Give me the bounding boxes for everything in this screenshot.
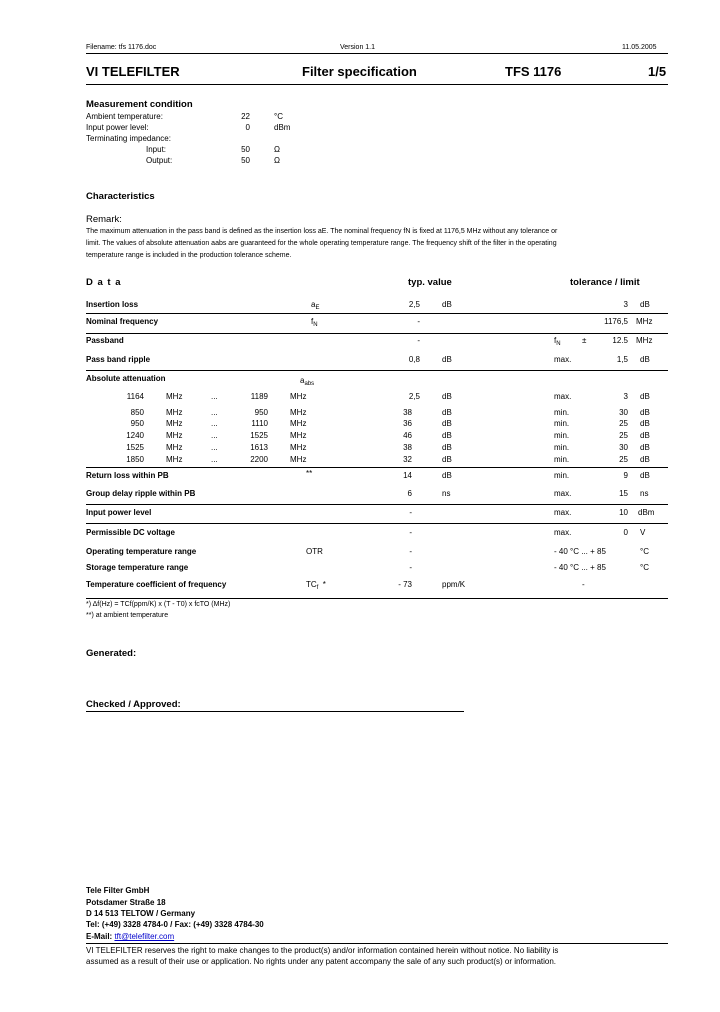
unit: MHz <box>166 408 183 417</box>
symbol: $TC_f$ * <box>306 580 326 591</box>
symbol: $f_N$ <box>554 336 561 347</box>
email-link[interactable]: tft@telefilter.com <box>114 932 175 941</box>
typ-unit: dB <box>442 419 452 428</box>
symbol: ** <box>306 469 313 478</box>
limit-unit: dB <box>640 455 650 464</box>
unit: Ω <box>274 156 280 165</box>
limit-value: 3 <box>623 300 628 309</box>
typ-value: - <box>417 336 420 345</box>
qualifier: min. <box>554 471 570 480</box>
typ-unit: dB <box>442 455 452 464</box>
limit-unit: dB <box>640 300 650 309</box>
typ-value: 38 <box>403 443 412 452</box>
freq-end: 1613 <box>250 443 268 452</box>
param-label: Input power level <box>86 508 152 517</box>
unit: MHz <box>290 392 307 401</box>
range-dots: ... <box>211 431 218 440</box>
symbol: $a_{abs}$ <box>300 376 315 387</box>
typ-value: 6 <box>407 489 412 498</box>
qualifier: max. <box>554 508 572 517</box>
limit-value: 0 <box>623 528 628 537</box>
limit-unit: dB <box>640 471 650 480</box>
range-dots: ... <box>211 443 218 452</box>
qualifier: min. <box>554 431 570 440</box>
typ-value: 2,5 <box>408 392 420 401</box>
address-line: Tel: (+49) 3328 4784-0 / Fax: (+49) 3328 4784-30 <box>86 920 264 929</box>
value: 0 <box>245 123 250 132</box>
qualifier: min. <box>554 443 570 452</box>
typ-unit: dB <box>442 392 452 401</box>
qualifier: max. <box>554 489 572 498</box>
product-code: TFS 1176 <box>505 64 562 79</box>
qualifier: min. <box>554 419 570 428</box>
value: 50 <box>241 156 250 165</box>
typ-unit: dB <box>442 443 452 452</box>
section-title: Characteristics <box>86 191 155 202</box>
typ-unit: dB <box>442 300 452 309</box>
typ-value: - <box>409 563 412 572</box>
freq-end: 950 <box>254 408 268 417</box>
freq-start: 1240 <box>126 431 144 440</box>
limit-unit: ns <box>640 489 649 498</box>
checked-label: Checked / Approved: <box>86 699 181 710</box>
freq-start: 950 <box>130 419 144 428</box>
footnote: *) Δf(Hz) = TCf(ppm/K) x (T - T0) x fcTO (MHz) <box>86 601 231 608</box>
unit: dBm <box>274 123 291 132</box>
limit-value: 1176,5 <box>604 317 628 326</box>
range-dots: ... <box>211 408 218 417</box>
unit: MHz <box>166 431 183 440</box>
remark-line: temperature range is included in the production tolerance scheme. <box>86 252 292 259</box>
unit: MHz <box>166 419 183 428</box>
value: 50 <box>241 145 250 154</box>
limit-unit: °C <box>640 547 649 556</box>
doc-title: Filter specification <box>302 64 417 79</box>
footnote: **) at ambient temperature <box>86 612 169 619</box>
col-head-data: D a t a <box>86 277 122 288</box>
unit: °C <box>274 112 283 121</box>
range-dots: ... <box>211 392 218 401</box>
limit-value: 1,5 <box>616 355 628 364</box>
version: Version 1.1 <box>340 44 376 51</box>
symbol: $f_N$ <box>311 317 318 328</box>
unit: MHz <box>290 419 307 428</box>
param-label: Pass band ripple <box>86 355 151 364</box>
freq-end: 1189 <box>250 392 268 401</box>
typ-value: 14 <box>403 471 412 480</box>
typ-value: 2,5 <box>408 300 420 309</box>
label: Terminating impedance: <box>86 134 171 143</box>
unit: MHz <box>166 443 183 452</box>
limit-unit: dB <box>640 419 650 428</box>
unit: MHz <box>290 455 307 464</box>
typ-value: - <box>409 547 412 556</box>
limit-unit: MHz <box>636 317 653 326</box>
freq-start: 1164 <box>126 392 144 401</box>
unit: Ω <box>274 145 280 154</box>
email-label: E-Mail: <box>86 932 115 941</box>
label: Ambient temperature: <box>86 112 163 121</box>
qualifier: max. <box>554 528 572 537</box>
typ-value: 38 <box>403 408 412 417</box>
range-dots: ... <box>211 419 218 428</box>
param-label: Passband <box>86 336 124 345</box>
limit-unit: dB <box>640 431 650 440</box>
typ-unit: dB <box>442 408 452 417</box>
freq-start: 850 <box>130 408 144 417</box>
limit-unit: dBm <box>638 508 655 517</box>
typ-value: - <box>409 528 412 537</box>
limit-value: 10 <box>619 508 628 517</box>
freq-start: 1850 <box>126 455 144 464</box>
temp-range: - 40 °C ... + 85 <box>554 563 606 572</box>
qualifier: min. <box>554 455 570 464</box>
plus-minus: ± <box>582 336 587 345</box>
remark-line: limit. The values of absolute attenuation aabs are guaranteed for the whole operating temperature range. The frequency shift of the filter in the operating <box>86 240 557 247</box>
param-label: Insertion loss <box>86 300 139 309</box>
limit-value: - <box>582 580 585 589</box>
limit-unit: dB <box>640 408 650 417</box>
limit-value: 25 <box>619 431 628 440</box>
qualifier: min. <box>554 408 570 417</box>
unit: MHz <box>166 392 183 401</box>
freq-start: 1525 <box>126 443 144 452</box>
value: 22 <box>241 112 250 121</box>
typ-unit: dB <box>442 355 452 364</box>
typ-value: - 73 <box>398 580 412 589</box>
typ-value: 0,8 <box>408 355 420 364</box>
typ-value: - <box>417 317 420 326</box>
freq-end: 2200 <box>250 455 268 464</box>
limit-unit: MHz <box>636 336 653 345</box>
typ-value: 36 <box>403 419 412 428</box>
param-label: Return loss within PB <box>86 471 169 480</box>
typ-value: - <box>409 508 412 517</box>
remark-line: The maximum attenuation in the pass band is defined as the insertion loss aE. The nominal frequency fN is fixed at 1176,5 MHz without any tolerance or <box>86 228 558 235</box>
limit-value: 3 <box>623 392 628 401</box>
freq-end: 1525 <box>250 431 268 440</box>
symbol: $a_E$ <box>311 300 320 311</box>
typ-unit: dB <box>442 431 452 440</box>
date: 11.05.2005 <box>622 44 657 51</box>
range-dots: ... <box>211 455 218 464</box>
filename: Filename: tfs 1176.doc <box>86 44 157 51</box>
disclaimer-line: VI TELEFILTER reserves the right to make changes to the product(s) and/or information contained herein without notice. No liability is <box>86 946 559 955</box>
typ-unit: ns <box>442 489 451 498</box>
limit-value: 30 <box>619 443 628 452</box>
col-head-limit: tolerance / limit <box>570 277 640 288</box>
limit-value: 12.5 <box>612 336 628 345</box>
limit-value: 15 <box>619 489 628 498</box>
limit-unit: dB <box>640 392 650 401</box>
temp-range: - 40 °C ... + 85 <box>554 547 606 556</box>
label: Input: <box>146 145 167 154</box>
limit-value: 9 <box>623 471 628 480</box>
section-title: Measurement condition <box>86 99 193 110</box>
param-label: Absolute attenuation <box>86 374 166 383</box>
limit-unit: °C <box>640 563 649 572</box>
limit-value: 30 <box>619 408 628 417</box>
disclaimer-line: assumed as a result of their use or application. No rights under any patent accompany the sale of any such product(s) or information. <box>86 957 557 966</box>
address-line: Potsdamer Straße 18 <box>86 898 166 907</box>
limit-value: 25 <box>619 455 628 464</box>
remark-label: Remark: <box>86 214 122 225</box>
param-label: Storage temperature range <box>86 563 189 572</box>
limit-unit: V <box>640 528 646 537</box>
limit-unit: dB <box>640 355 650 364</box>
param-label: Nominal frequency <box>86 317 159 326</box>
qualifier: max. <box>554 392 572 401</box>
unit: MHz <box>290 431 307 440</box>
limit-value: 25 <box>619 419 628 428</box>
typ-value: 46 <box>403 431 412 440</box>
freq-end: 1110 <box>251 419 268 428</box>
unit: MHz <box>290 443 307 452</box>
param-label: Operating temperature range <box>86 547 197 556</box>
param-label: Group delay ripple within PB <box>86 489 196 498</box>
generated-label: Generated: <box>86 648 137 659</box>
address-line: D 14 513 TELTOW / Germany <box>86 909 196 918</box>
unit: MHz <box>166 455 183 464</box>
page-number: 1/5 <box>648 64 667 79</box>
typ-unit: dB <box>442 471 452 480</box>
typ-value: 32 <box>403 455 412 464</box>
label: Output: <box>146 156 173 165</box>
signature-line <box>86 711 464 712</box>
param-label: Permissible DC voltage <box>86 528 175 537</box>
label: Input power level: <box>86 123 149 132</box>
symbol: OTR <box>306 547 323 556</box>
unit: MHz <box>290 408 307 417</box>
address-line: Tele Filter GmbH <box>86 886 150 895</box>
col-head-typ: typ. value <box>408 277 452 288</box>
company-logo: VI TELEFILTER <box>86 64 180 79</box>
typ-unit: ppm/K <box>442 580 466 589</box>
limit-unit: dB <box>640 443 650 452</box>
qualifier: max. <box>554 355 572 364</box>
param-label: Temperature coefficient of frequency <box>86 580 227 589</box>
